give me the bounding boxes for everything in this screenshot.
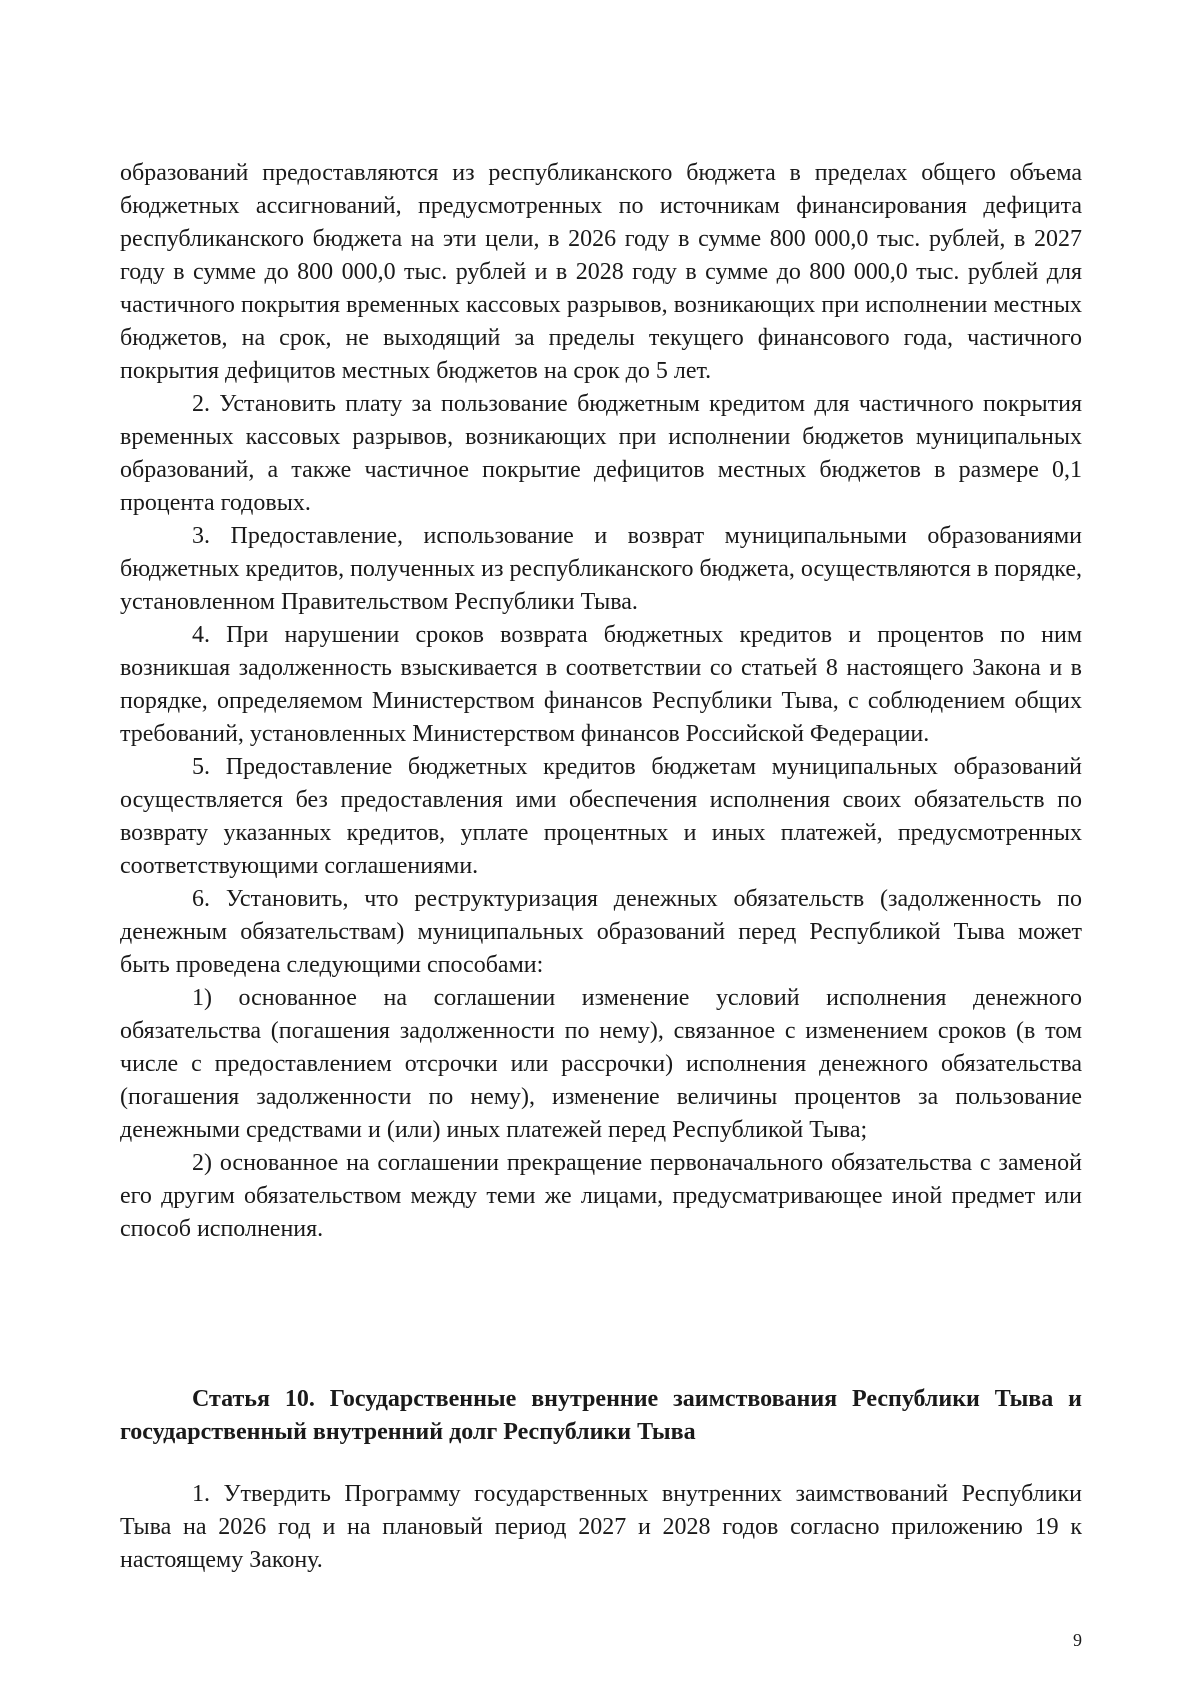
paragraph-item-4: 4. При нарушении сроков возврата бюджетных кредитов и процентов по ним возникшая задолженность взыскивается в соответствии со статьей 8 настоящего Закона и в порядке, определяемом Министерством финансов Республики Тыва, с соблюдением общих требований, установленных Министерством финансов Российской Федерации. [120,622,1082,747]
paragraph-item-2: 2. Установить плату за пользование бюджетным кредитом для частичного покрытия временных кассовых разрывов, возникающих при исполнении бюджетов муниципальных образований, а также частичное покрытие дефицитов местных бюджетов в размере 0,1 процента годовых. [120,391,1082,516]
paragraph-continuation: образований предоставляются из республиканского бюджета в пределах общего объема бюджетных ассигнований, предусмотренных по источникам финансирования дефицита республиканского бюджета на эти цели, в 2026 году в сумме 800 000,0 тыс. рублей, в 2027 году в сумме до 800 000,0 тыс. рублей и в 2028 году в сумме до 800 000,0 тыс. рублей для частичного покрытия временных кассовых разрывов, возникающих при исполнении местных бюджетов, на срок, не выходящий за пределы текущего финансового года, частичного покрытия дефицитов местных бюджетов на срок до 5 лет. [120,160,1082,384]
body-text [120,157,1082,1246]
paragraph-item-5: 5. Предоставление бюджетных кредитов бюджетам муниципальных образований осуществляется без предоставления ими обеспечения исполнения своих обязательств по возврату указанных кредитов, уплате процентных и иных платежей, предусмотренных соответствующими соглашениями. [120,754,1082,879]
paragraph-item-6: 6. Установить, что реструктуризация денежных обязательств (задолженность по денежным обязательствам) муниципальных образований перед Республикой Тыва может быть проведена следующими способами: [120,886,1082,978]
paragraph-subitem-1: 1) основанное на соглашении изменение условий исполнения денежного обязательства (погашения задолженности по нему), связанное с изменением сроков (в том числе с предоставлением отсрочки или рассрочки) исполнения денежного обязательства (погашения задолженности по нему), изменение величины процентов за пользование денежными средствами и (или) иных платежей перед Республикой Тыва; [120,985,1082,1143]
page-number: 9 [1073,1630,1082,1650]
paragraph-subitem-2: 2) основанное на соглашении прекращение первоначального обязательства с заменой его другим обязательством между теми же лицами, предусматривающее иной предмет или способ исполнения. [120,1150,1082,1242]
paragraph-item-3: 3. Предоставление, использование и возврат муниципальными образованиями бюджетных кредитов, полученных из республиканского бюджета, осуществляются в порядке, установленном Правительством Республики Тыва. [120,523,1082,615]
article-paragraph-1: 1. Утвердить Программу государственных внутренних заимствований Республики Тыва на 2026 год и на плановый период 2027 и 2028 годов согласно приложению 19 к настоящему Закону. [120,1481,1082,1573]
article-heading: Статья 10. Государственные внутренние заимствования Республики Тыва и государственный внутренний долг Республики Тыва [120,1386,1082,1445]
